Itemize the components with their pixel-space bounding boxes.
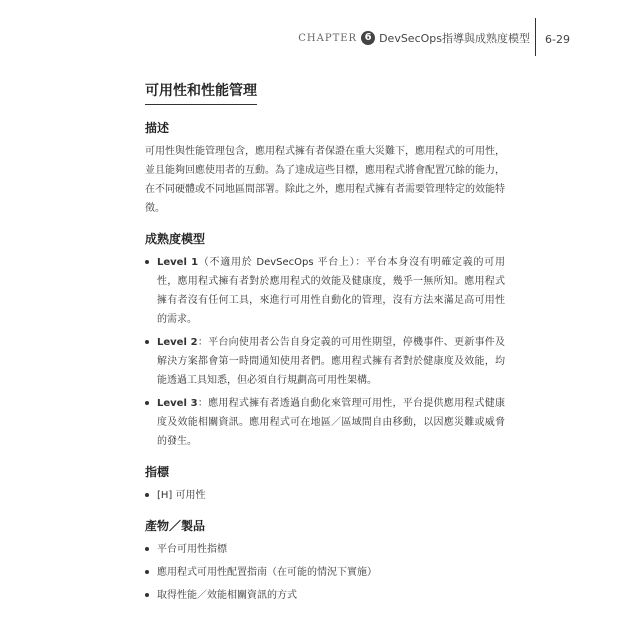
bullet-icon [145,570,149,574]
description-heading: 描述 [145,121,170,135]
list-item [145,563,505,582]
maturity-heading: 成熟度模型 [145,232,206,246]
chapter-title: DevSecOps指導與成熟度模型 [379,32,530,45]
description-paragraph: 可用性與性能管理包含，應用程式擁有者保證在重大災難下，應用程式的可用性，並且能夠回應使用者的互動。為了達成這些目標，應用程式將會配置冗餘的能力，在不同硬體或不同地區間部署。除此之外，應用程式擁有者需要管理特定的效能特徵。 [145,146,505,214]
bullet-icon [145,593,149,597]
level-label: Level 3 [157,398,198,409]
artifacts-list [145,540,505,605]
section-title: 可用性和性能管理 [145,80,257,105]
bullet-icon [145,547,149,551]
running-header [298,30,530,46]
level-text: ：應用程式擁有者透過自動化來管理可用性，平台提供應用程式健康度及效能相關資訊。應用程式可在地區／區域間自由移動，以因應災難或威脅的發生。 [157,398,506,447]
bullet-icon [145,493,149,497]
chapter-number-badge: 6 [361,31,375,45]
metrics-heading: 指標 [145,465,170,479]
bullet-icon [145,260,149,264]
level-text: （不適用於 DevSecOps 平台上）：平台本身沒有明確定義的可用性，應用程式擁有者對於應用程式的效能及健康度，幾乎一無所知。應用程式擁有者沒有任何工具，來進行可用性自動化的管理，沒有方法來滿足高可用性的需求。 [157,257,505,325]
level-text: ：平台向使用者公告自身定義的可用性期望，停機事件、更新事件及解決方案都會第一時間通知使用者們。應用程式擁有者對於健康度及效能，均能透過工具知悉，但必須自行規劃高可用性架構。 [157,337,506,386]
header-divider [535,18,536,56]
list-item [145,540,505,559]
level-label: Level 1 [157,257,199,268]
artifact-text: 應用程式可用性配置指南（在可能的情況下實施） [157,567,377,578]
list-item [145,394,505,451]
list-item [145,333,505,390]
list-item [145,486,505,505]
list-item [145,253,505,329]
chapter-label: CHAPTER [298,32,358,44]
list-item [145,586,505,605]
artifacts-heading: 產物／製品 [145,519,206,533]
metric-text: [H] 可用性 [157,490,206,501]
bullet-icon [145,340,149,344]
metrics-list [145,486,505,505]
maturity-list [145,253,505,451]
page-content [145,80,505,617]
artifact-text: 取得性能／效能相關資訊的方式 [157,590,297,601]
page-number: 6-29 [545,33,570,46]
level-label: Level 2 [157,337,198,348]
artifact-text: 平台可用性指標 [157,544,227,555]
bullet-icon [145,401,149,405]
